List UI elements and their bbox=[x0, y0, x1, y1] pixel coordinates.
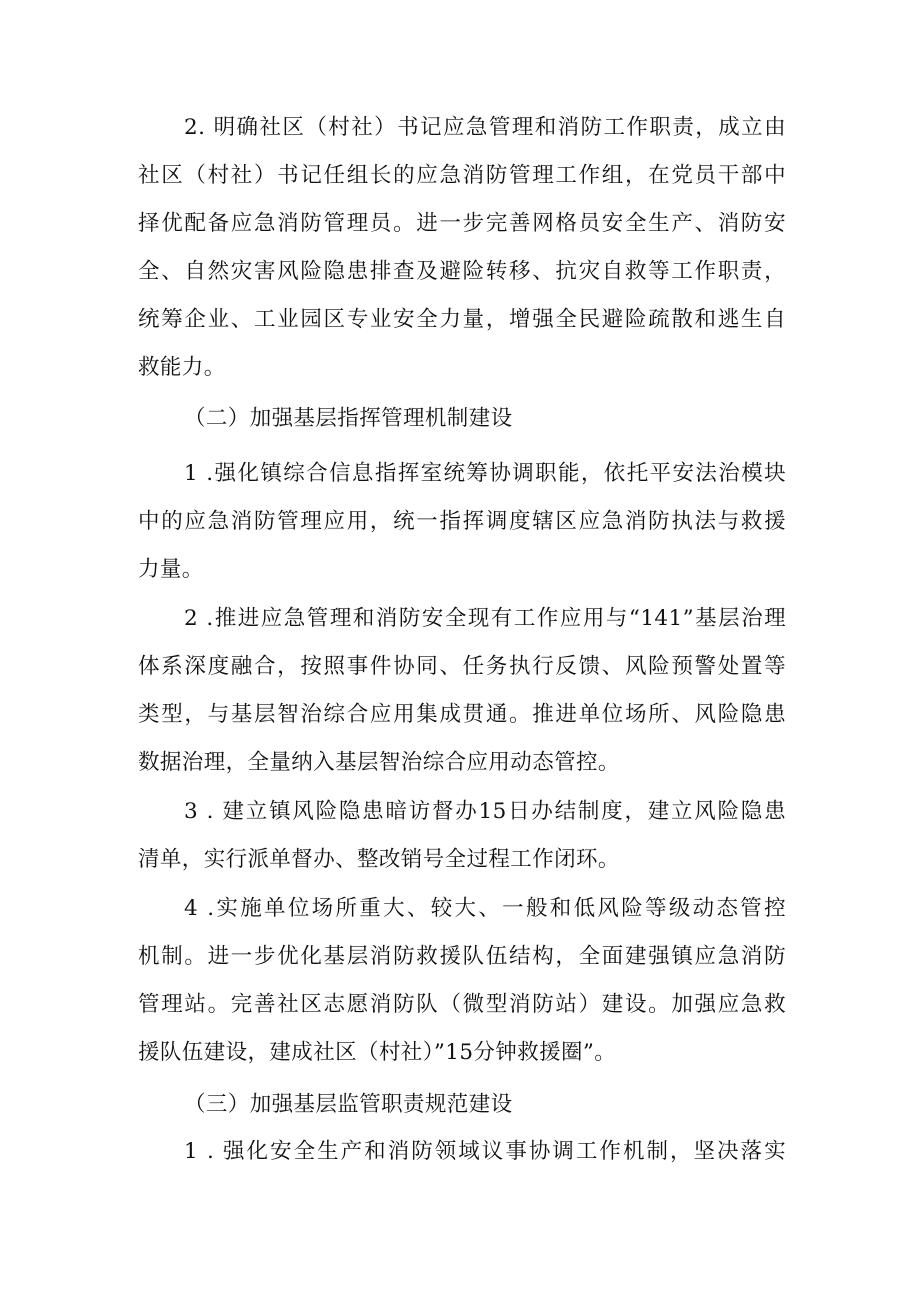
text-line: 2. 明确社区（村社）书记应急管理和消防工作职责，成立由 bbox=[184, 115, 786, 140]
text-line: 机制。进一步优化基层消防救援队伍结构，全面建强镇应急消防 bbox=[138, 944, 786, 969]
paragraph-rescue-team bbox=[138, 885, 786, 1077]
text-line: 清单，实行派单督办、整改销号全过程工作闭环。 bbox=[138, 847, 620, 872]
text-line: 援队伍建设，建成社区（村社）”15分钟救援圈”。 bbox=[138, 1040, 617, 1065]
text-line: 救能力。 bbox=[138, 355, 226, 380]
text-line: 4 .实施单位场所重大、较大、一般和低风险等级动态管控 bbox=[184, 896, 786, 921]
paragraph-risk-supervision bbox=[138, 788, 786, 884]
paragraph-command-center bbox=[138, 450, 786, 594]
section-heading-command-mechanism: （二）加强基层指挥管理机制建设 bbox=[184, 406, 513, 431]
text-line: 择优配备应急消防管理员。进一步完善网格员安全生产、消防安 bbox=[138, 211, 786, 236]
paragraph-coordination-mechanism bbox=[138, 1128, 786, 1176]
text-line: 力量。 bbox=[138, 557, 204, 582]
text-line: 1 .强化镇综合信息指挥室统筹协调职能，依托平安法治模块 bbox=[184, 461, 786, 486]
text-line: 1 . 强化安全生产和消防领域议事协调工作机制，坚决落实 bbox=[184, 1139, 786, 1164]
text-line: 统筹企业、工业园区专业安全力量，增强全民避险疏散和逃生自 bbox=[138, 307, 786, 332]
text-line: 中的应急消防管理应用，统一指挥调度辖区应急消防执法与救援 bbox=[138, 509, 786, 534]
text-line: 数据治理，全量纳入基层智治综合应用动态管控。 bbox=[138, 750, 620, 775]
text-line: 3 . 建立镇风险隐患暗访督办15日办结制度，建立风险隐患 bbox=[184, 799, 786, 824]
text-line: 类型，与基层智治综合应用集成贯通。推进单位场所、风险隐患 bbox=[138, 702, 786, 727]
text-line: 全、自然灾害风险隐患排查及避险转移、抗灾自救等工作职责， bbox=[138, 259, 786, 284]
text-line: 2 .推进应急管理和消防安全现有工作应用与“141”基层治理 bbox=[184, 606, 786, 631]
text-line: 社区（村社）书记任组长的应急消防管理工作组，在党员干部中 bbox=[138, 163, 786, 188]
text-line: 体系深度融合，按照事件协同、任务执行反馈、风险预警处置等 bbox=[138, 654, 786, 679]
paragraph-community-duties bbox=[138, 104, 786, 392]
text-line: 管理站。完善社区志愿消防队（微型消防站）建设。加强应急救 bbox=[138, 992, 786, 1017]
section-heading-supervision-duties: （三）加强基层监管职责规范建设 bbox=[184, 1092, 513, 1117]
paragraph-141-integration bbox=[138, 595, 786, 787]
